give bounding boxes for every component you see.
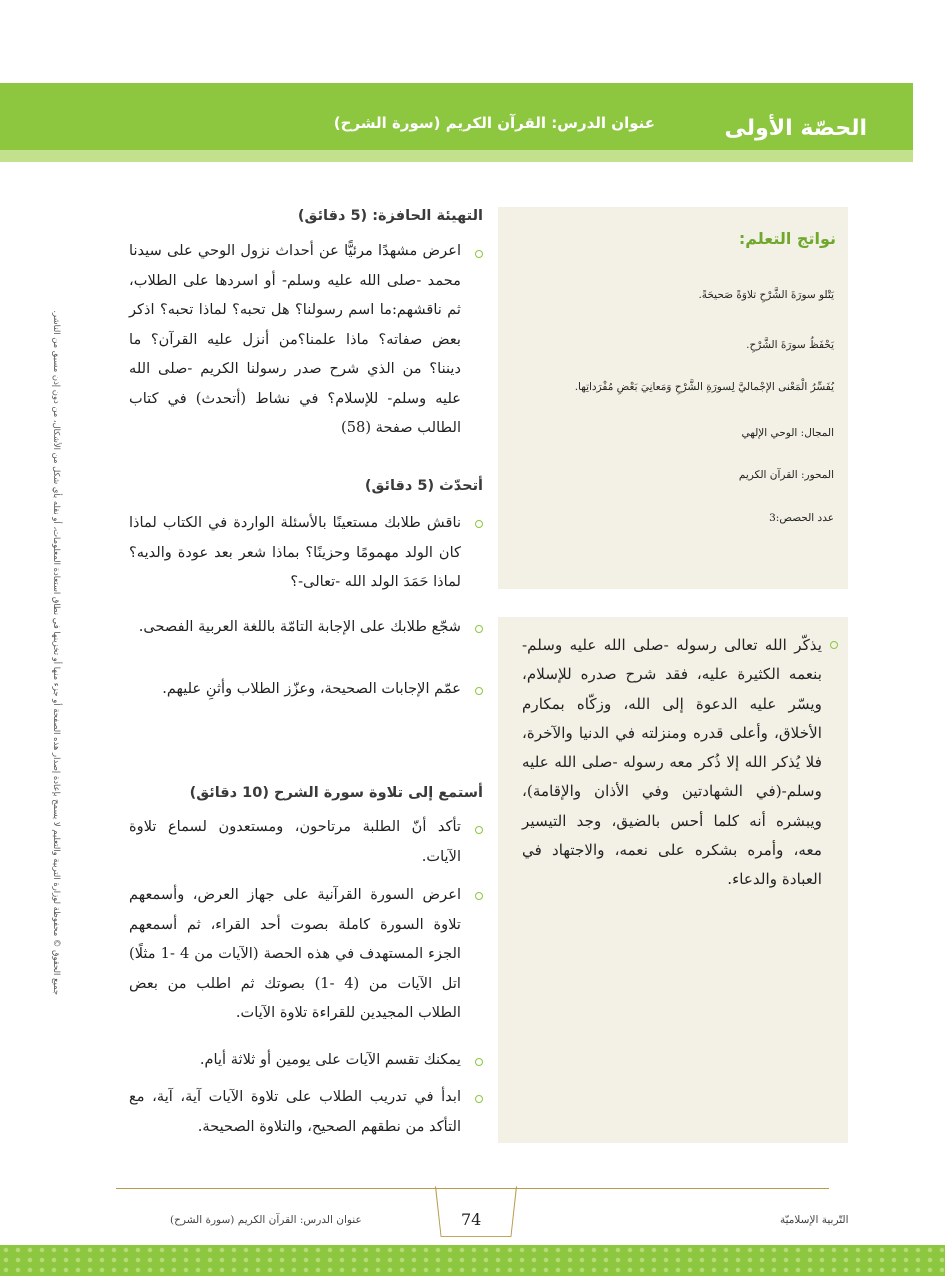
talk-item: شجّع طلابك على الإجابة التامّة باللغة العربية الفصحى.: [138, 618, 461, 635]
outcome-item: يَتْلو سورَةَ الشَّرْحِ تلاوَةً صَحيحَةً.: [698, 289, 834, 301]
warmup-heading: التهيئة الحافزة: (5 دقائق): [297, 208, 483, 224]
bullet-icon: [475, 520, 483, 528]
talk-item: عمّم الإجابات الصحيحة، وعزّز الطلاب وأثنِ عليهم.: [162, 680, 461, 697]
copyright-notice: جميع الحقوق © محفوظة لوزارة التربية والتعليم لا يسمح بإعادة إصدار هذه الصفحة أو جزء منها أو تخزينها في نطاق استعادة المعلومات، أو نقله بأي شكل من الأشكال، من دون إذن مسبق من الناشر.: [52, 310, 62, 995]
listen-item: ابدأ في تدريب الطلاب على تلاوة الآيات آية، آية، مع التأكد من نطقهم الصحيح، والتلاوة الصحيحة.: [129, 1088, 461, 1135]
listen-item: تأكد أنّ الطلبة مرتاحون، ومستعدون لسماع تلاوة الآيات.: [129, 818, 461, 865]
summary-text: يذكّر الله تعالى رسوله -صلى الله عليه وسلم- بنعمه الكثيرة عليه، فقد شرح صدره للإسلام، ويسّر عليه الدعوة إلى الله، وزكّاه بمكارم الأخلاق، وأعلى قدره ومنزلته في الدنيا والآخرة، فلا يُذكر الله إلا ذُكر معه رسوله -صلى الله عليه وسلم-(في الشهادتين وفي الأذان والإقامة)، ويبشره أنه كلما أحس بالضيق، وجد التيسير معه، وأمره بشكره على نعمه، والاجتهاد في العبادة والدعاء.: [522, 636, 822, 889]
lesson-title: عنوان الدرس: القرآن الكريم (سورة الشرح): [333, 114, 655, 132]
talk-heading: أتحدّث (5 دقائق): [364, 478, 483, 494]
outcomes-box: [498, 207, 848, 589]
warmup-text: اعرض مشهدًا مرئيًّا عن أحداث نزول الوحي على سيدنا محمد -صلى الله عليه وسلم- أو اسردها على الطلاب، ثم ناقشهم:ما اسم رسولنا؟ هل تحبه؟ لماذا تحبه؟ اذكر بعض صفاته؟ ماذا علمنا؟من أنزل عليه القرآن؟ ما ديننا؟ من الذي شرح صدر رسولنا الكريم -صلى الله عليه وسلم- للإسلام؟ في نشاط (أتحدث) في كتاب الطالب صفحة (58): [129, 242, 461, 436]
listen-item: اعرض السورة القرآنية على جهاز العرض، وأسمعهم تلاوة السورة كاملة بصوت أحد القراء، ثم أسمعهم الجزء المستهدف في هذه الحصة (الآيات من 4 -1 مثلًا) اتل الآيات من (4 -1) بصوتك ثم اطلب من بعض الطلاب المجيدين للقراءة تلاوة الآيات.: [129, 886, 461, 1021]
summary-box: [498, 617, 848, 1143]
bullet-icon: [475, 1058, 483, 1066]
listen-heading: أستمع إلى تلاوة سورة الشرح (10 دقائق): [189, 785, 483, 801]
header-strip: [0, 150, 913, 162]
bullet-icon: [830, 641, 838, 649]
bullet-icon: [475, 892, 483, 900]
outcomes-title: نواتج التعلم:: [738, 229, 836, 248]
bullet-icon: [475, 1095, 483, 1103]
bullet-icon: [475, 625, 483, 633]
axis-label: المحور: القرآن الكريم: [738, 469, 834, 481]
footer-lesson: عنوان الدرس: القرآن الكريم (سورة الشرح): [170, 1214, 362, 1226]
listen-item: يمكنك تقسم الآيات على يومين أو ثلاثة أيام.: [199, 1051, 461, 1068]
bullet-icon: [475, 826, 483, 834]
bullet-icon: [475, 250, 483, 258]
outcome-item: يَحْفَظُ سورَةَ الشَّرْحِ.: [746, 339, 834, 351]
footer-band: [0, 1245, 945, 1276]
talk-item: ناقش طلابك مستعينًا بالأسئلة الواردة في الكتاب لماذا كان الولد مهمومًا وحزينًا؟ بماذا شعر بعد عودة والديه؟ لماذا حَمَدَ الولد الله -تعالى-؟: [129, 514, 461, 590]
sessions-count: عدد الحصص:3: [769, 512, 834, 524]
domain-label: المجال: الوحي الإلهي: [741, 427, 834, 439]
bullet-icon: [475, 687, 483, 695]
outcome-item: يُفَسِّرُ الْمَعْنى الإجْماليَّ لِسورَةِ الشَّرْحِ وَمَعانِيَ بَعْضِ مُفْرَداتِها.: [574, 381, 834, 393]
page-number: 74: [461, 1210, 482, 1229]
page-title: الحصّة الأولى: [724, 116, 867, 141]
footer-subject: التّربية الإسلاميّة: [780, 1214, 849, 1226]
